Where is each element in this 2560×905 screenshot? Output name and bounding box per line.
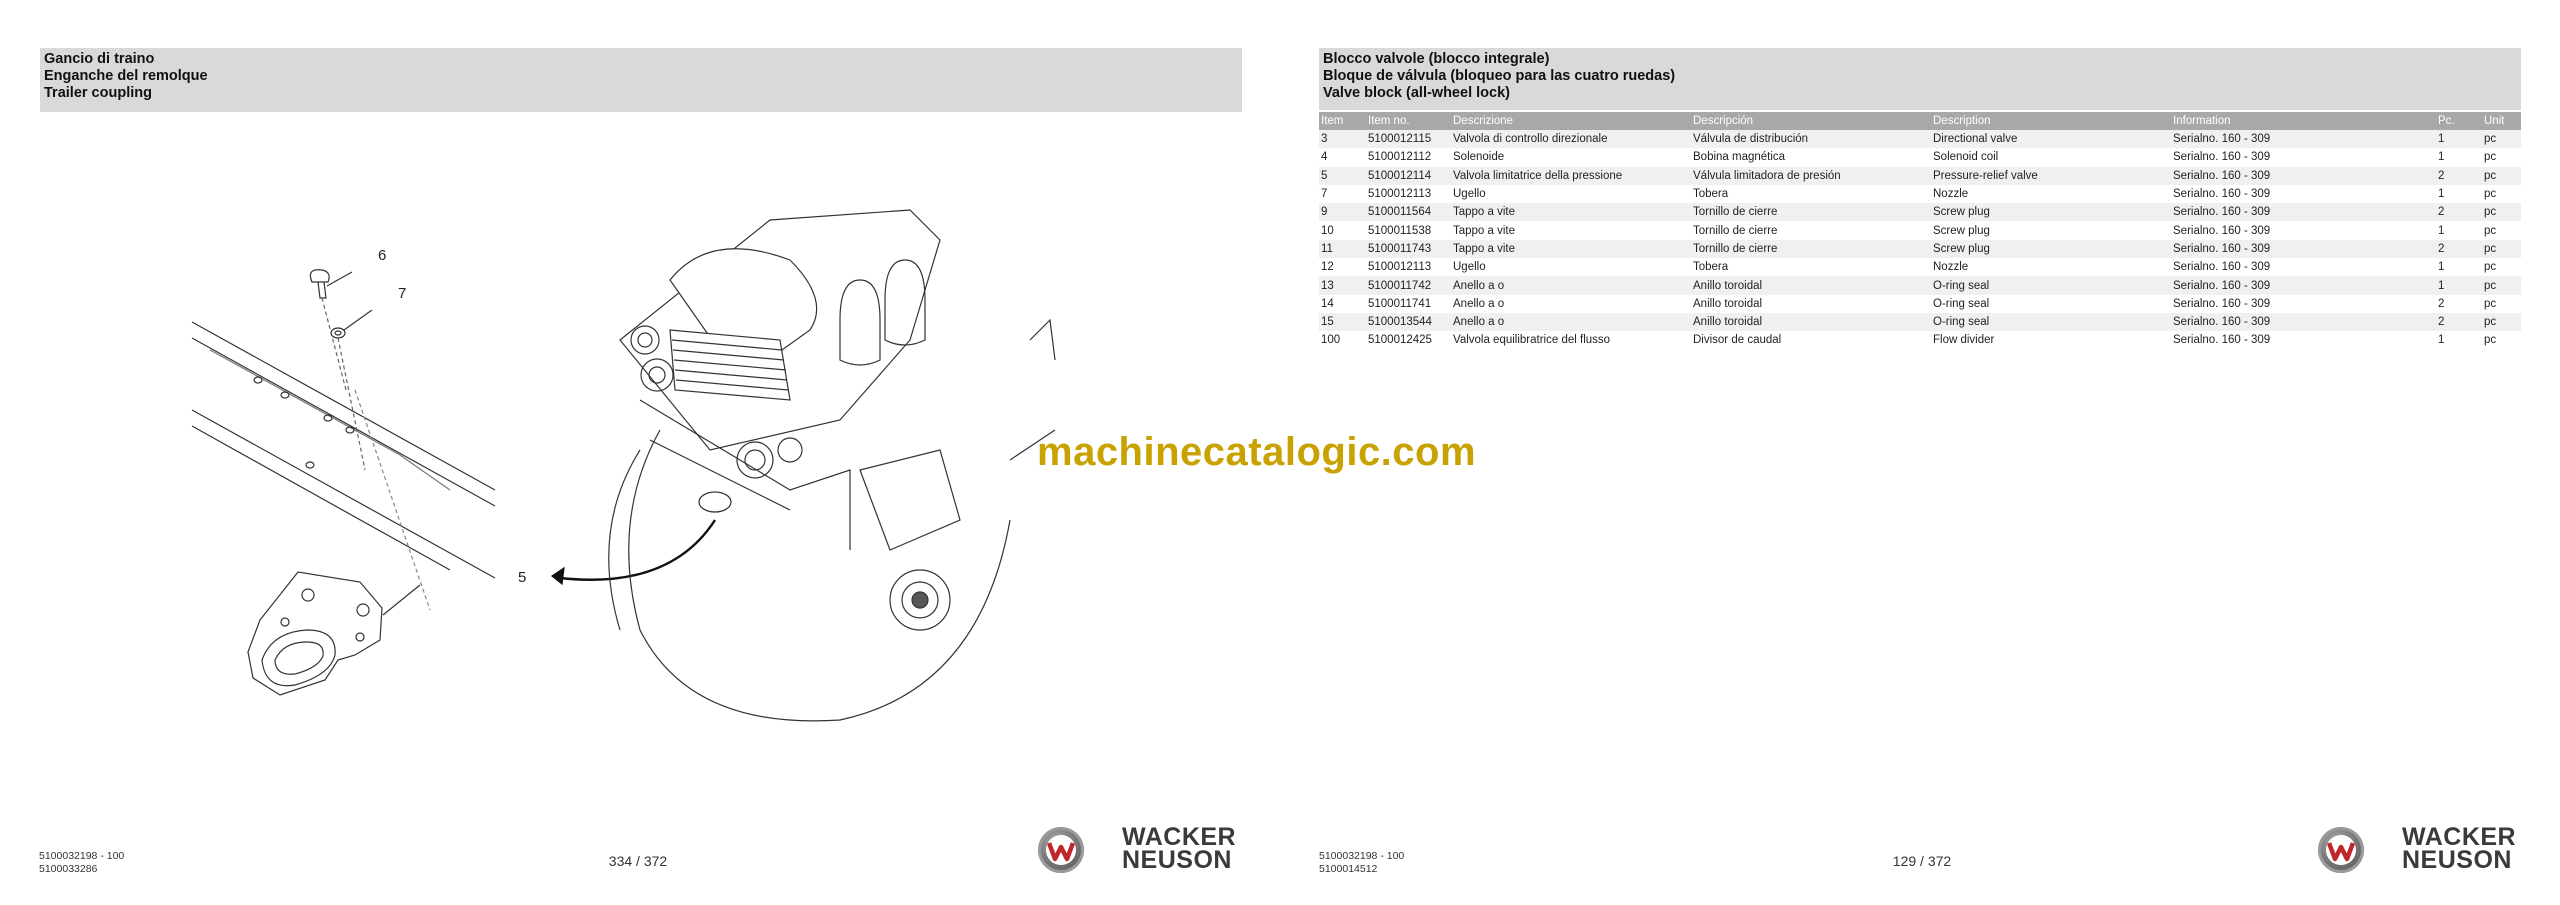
parts-table-header-cell: Item <box>1319 112 1366 130</box>
left-brand-line-2: NEUSON <box>1122 846 1232 874</box>
table-cell: Pressure-relief valve <box>1931 167 2171 185</box>
trailer-coupling-diagram <box>150 190 1090 750</box>
right-title-bar <box>1319 48 2521 110</box>
left-title-bar <box>40 48 1242 112</box>
table-row <box>1319 313 2521 331</box>
table-cell: Screw plug <box>1931 221 2171 239</box>
table-cell: Tornillo de cierre <box>1691 203 1931 221</box>
table-cell: 1 <box>2436 258 2482 276</box>
table-cell: Serialno. 160 - 309 <box>2171 240 2436 258</box>
table-cell: Flow divider <box>1931 331 2171 349</box>
table-cell: 1 <box>2436 331 2482 349</box>
table-cell: O-ring seal <box>1931 276 2171 294</box>
callout-7: 7 <box>398 285 407 302</box>
left-brand-line-1: WACKER <box>1122 823 1237 851</box>
parts-table-header-cell: Descripción <box>1691 112 1931 130</box>
table-cell: Serialno. 160 - 309 <box>2171 258 2436 276</box>
parts-table-header-cell: Item no. <box>1366 112 1451 130</box>
parts-table-header-cell: Description <box>1931 112 2171 130</box>
table-row <box>1319 240 2521 258</box>
table-cell: Directional valve <box>1931 130 2171 148</box>
table-cell: Valvola limitatrice della pressione <box>1451 167 1691 185</box>
table-cell: 5 <box>1319 167 1366 185</box>
table-cell: Serialno. 160 - 309 <box>2171 221 2436 239</box>
right-brand-line-1: WACKER <box>2402 823 2517 851</box>
table-cell: Anello a o <box>1451 295 1691 313</box>
table-cell: Tappo a vite <box>1451 203 1691 221</box>
right-footer-code-2: 5100014512 <box>1319 863 1378 875</box>
table-cell: Válvula limitadora de presión <box>1691 167 1931 185</box>
table-cell: O-ring seal <box>1931 295 2171 313</box>
parts-table-header-cell: Information <box>2171 112 2436 130</box>
table-cell: Anillo toroidal <box>1691 295 1931 313</box>
table-cell: Anello a o <box>1451 276 1691 294</box>
table-cell: 7 <box>1319 185 1366 203</box>
table-cell: 1 <box>2436 185 2482 203</box>
table-cell: Serialno. 160 - 309 <box>2171 130 2436 148</box>
table-cell: 5100012113 <box>1366 258 1451 276</box>
table-cell: Válvula de distribución <box>1691 130 1931 148</box>
table-cell: pc <box>2482 148 2521 166</box>
table-cell: Serialno. 160 - 309 <box>2171 203 2436 221</box>
right-footer-codes <box>1319 850 1404 876</box>
table-cell: Serialno. 160 - 309 <box>2171 185 2436 203</box>
table-cell: pc <box>2482 240 2521 258</box>
left-title-line-3: Trailer coupling <box>44 85 152 101</box>
table-cell: Tornillo de cierre <box>1691 221 1931 239</box>
table-cell: Screw plug <box>1931 203 2171 221</box>
parts-table-header-cell: Descrizione <box>1451 112 1691 130</box>
table-cell: Anillo toroidal <box>1691 276 1931 294</box>
table-cell: 5100011741 <box>1366 295 1451 313</box>
table-row <box>1319 167 2521 185</box>
table-row <box>1319 331 2521 349</box>
table-cell: 11 <box>1319 240 1366 258</box>
left-footer-codes <box>39 850 124 876</box>
table-cell: pc <box>2482 130 2521 148</box>
parts-table-header-cell: Pc. <box>2436 112 2482 130</box>
table-cell: pc <box>2482 185 2521 203</box>
table-cell: Tobera <box>1691 258 1931 276</box>
table-cell: 1 <box>2436 221 2482 239</box>
table-cell: Anillo toroidal <box>1691 313 1931 331</box>
table-cell: 5100013544 <box>1366 313 1451 331</box>
table-cell: 5100012114 <box>1366 167 1451 185</box>
table-cell: 5100012425 <box>1366 331 1451 349</box>
table-cell: Tobera <box>1691 185 1931 203</box>
left-brand <box>1038 824 1243 880</box>
left-footer-code-2: 5100033286 <box>39 863 98 875</box>
table-row <box>1319 258 2521 276</box>
table-cell: Serialno. 160 - 309 <box>2171 295 2436 313</box>
table-cell: Anello a o <box>1451 313 1691 331</box>
callout-5: 5 <box>518 569 527 586</box>
parts-table-header <box>1319 112 2521 130</box>
table-cell: 5100012112 <box>1366 148 1451 166</box>
right-footer-code-1: 5100032198 - 100 <box>1319 850 1405 862</box>
table-cell: Valvola equilibratrice del flusso <box>1451 331 1691 349</box>
table-cell: Serialno. 160 - 309 <box>2171 276 2436 294</box>
table-cell: 10 <box>1319 221 1366 239</box>
table-cell: Ugello <box>1451 258 1691 276</box>
left-title-line-2: Enganche del remolque <box>44 68 208 84</box>
table-cell: 12 <box>1319 258 1366 276</box>
table-cell: 2 <box>2436 295 2482 313</box>
table-cell: 13 <box>1319 276 1366 294</box>
table-cell: 2 <box>2436 203 2482 221</box>
table-cell: Valvola di controllo direzionale <box>1451 130 1691 148</box>
callout-6: 6 <box>378 247 387 264</box>
table-cell: Serialno. 160 - 309 <box>2171 313 2436 331</box>
table-cell: 14 <box>1319 295 1366 313</box>
table-cell: pc <box>2482 203 2521 221</box>
table-cell: 5100012115 <box>1366 130 1451 148</box>
table-row <box>1319 221 2521 239</box>
table-cell: 2 <box>2436 313 2482 331</box>
table-cell: 4 <box>1319 148 1366 166</box>
table-cell: 1 <box>2436 276 2482 294</box>
table-cell: pc <box>2482 276 2521 294</box>
table-cell: pc <box>2482 221 2521 239</box>
left-brand-text <box>1122 823 1237 874</box>
table-cell: Serialno. 160 - 309 <box>2171 331 2436 349</box>
table-row <box>1319 130 2521 148</box>
right-brand-line-2: NEUSON <box>2402 846 2512 874</box>
table-cell: Screw plug <box>1931 240 2171 258</box>
right-title-line-3: Valve block (all-wheel lock) <box>1323 85 1510 101</box>
table-row <box>1319 148 2521 166</box>
table-row <box>1319 185 2521 203</box>
table-cell: Ugello <box>1451 185 1691 203</box>
table-cell: Solenoid coil <box>1931 148 2171 166</box>
parts-table-body <box>1319 130 2521 350</box>
table-cell: 5100011538 <box>1366 221 1451 239</box>
table-cell: 100 <box>1319 331 1366 349</box>
right-page-number: 129 / 372 <box>1892 853 1952 869</box>
wacker-neuson-logo-icon <box>2318 827 2364 873</box>
table-cell: 3 <box>1319 130 1366 148</box>
table-cell: Tornillo de cierre <box>1691 240 1931 258</box>
left-title-line-1: Gancio di traino <box>44 51 155 67</box>
table-cell: 1 <box>2436 148 2482 166</box>
table-cell: 2 <box>2436 240 2482 258</box>
right-title-line-2: Bloque de válvula (bloqueo para las cuatro ruedas) <box>1323 68 1676 84</box>
table-cell: Serialno. 160 - 309 <box>2171 148 2436 166</box>
table-cell: pc <box>2482 295 2521 313</box>
table-cell: 9 <box>1319 203 1366 221</box>
table-cell: 5100011742 <box>1366 276 1451 294</box>
table-cell: Nozzle <box>1931 258 2171 276</box>
table-cell: 5100011743 <box>1366 240 1451 258</box>
table-cell: Divisor de caudal <box>1691 331 1931 349</box>
table-cell: Solenoide <box>1451 148 1691 166</box>
table-cell: pc <box>2482 331 2521 349</box>
table-cell: 5100012113 <box>1366 185 1451 203</box>
table-cell: Nozzle <box>1931 185 2171 203</box>
table-cell: Tappo a vite <box>1451 240 1691 258</box>
table-cell: Tappo a vite <box>1451 221 1691 239</box>
table-cell: pc <box>2482 167 2521 185</box>
watermark-text: machinecatalogic.com <box>1037 430 1477 474</box>
table-row <box>1319 203 2521 221</box>
left-footer-code-1: 5100032198 - 100 <box>39 850 125 862</box>
table-cell: Serialno. 160 - 309 <box>2171 167 2436 185</box>
table-row <box>1319 276 2521 294</box>
right-title-line-1: Blocco valvole (blocco integrale) <box>1323 51 1550 67</box>
parts-table <box>1319 112 2521 350</box>
left-page-number: 334 / 372 <box>608 853 668 869</box>
wacker-neuson-logo-icon <box>1038 827 1084 873</box>
table-cell: O-ring seal <box>1931 313 2171 331</box>
table-cell: pc <box>2482 258 2521 276</box>
table-cell: 2 <box>2436 167 2482 185</box>
table-cell: 5100011564 <box>1366 203 1451 221</box>
right-brand-text <box>2402 823 2517 874</box>
table-cell: 1 <box>2436 130 2482 148</box>
right-brand <box>2318 824 2523 880</box>
table-cell: 15 <box>1319 313 1366 331</box>
parts-table-header-cell: Unit <box>2482 112 2521 130</box>
table-cell: pc <box>2482 313 2521 331</box>
table-cell: Bobina magnética <box>1691 148 1931 166</box>
table-row <box>1319 295 2521 313</box>
